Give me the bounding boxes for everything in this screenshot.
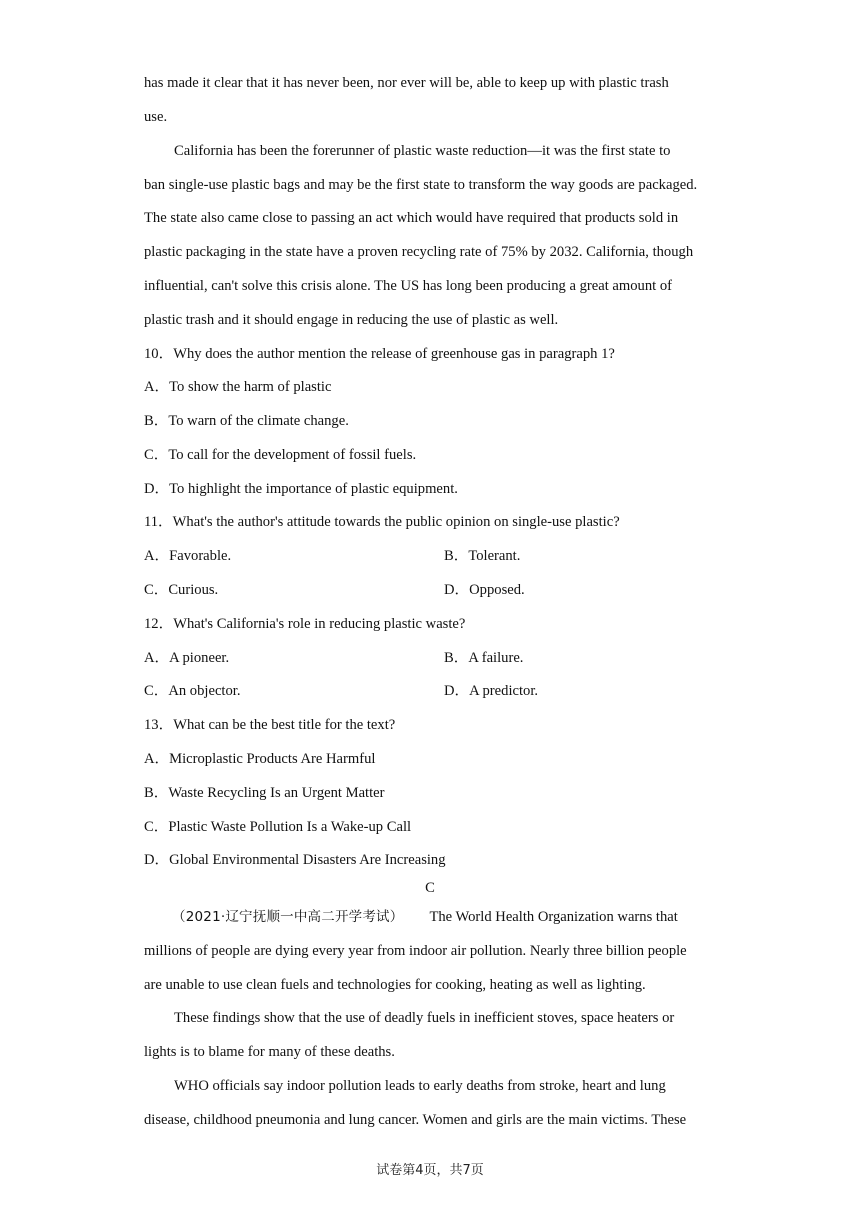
option-11-a: A．Favorable.	[144, 548, 232, 564]
passage-line: millions of people are dying every year from indoor air pollution. Nearly three billion people	[144, 943, 687, 959]
question-stem-10: 10．Why does the author mention the release of greenhouse gas in paragraph 1?	[144, 346, 615, 362]
passage-line: California has been the forerunner of plastic waste reduction—it was the first state to	[174, 143, 671, 159]
option-12-c: C．An objector.	[144, 683, 241, 699]
section-heading: C	[425, 880, 435, 896]
passage-line: disease, childhood pneumonia and lung cancer. Women and girls are the main victims. These	[144, 1112, 687, 1128]
question-stem-11: 11．What's the author's attitude towards the public opinion on single-use plastic?	[144, 514, 620, 530]
passage-line: use.	[144, 109, 168, 125]
option-13-b: B．Waste Recycling Is an Urgent Matter	[144, 785, 385, 801]
passage-line: WHO officials say indoor pollution leads to early deaths from stroke, heart and lung	[174, 1078, 666, 1094]
passage-text: The World Health Organization warns that	[429, 909, 678, 925]
option-11-b: B．Tolerant.	[444, 548, 521, 564]
passage-line: has made it clear that it has never been, nor ever will be, able to keep up with plastic trash	[144, 75, 669, 91]
option-12-a: A．A pioneer.	[144, 650, 230, 666]
page-footer: 试卷第4页，共7页	[376, 1163, 484, 1178]
option-10-a: A．To show the harm of plastic	[144, 379, 332, 395]
passage-line: influential, can't solve this crisis alone. The US has long been producing a great amount of	[144, 278, 673, 294]
option-13-c: C．Plastic Waste Pollution Is a Wake-up Call	[144, 819, 412, 835]
passage-line: lights is to blame for many of these deaths.	[144, 1044, 395, 1060]
passage-line: plastic packaging in the state have a proven recycling rate of 75% by 2032. California, though	[144, 244, 694, 260]
option-12-d: D．A predictor.	[444, 683, 539, 699]
question-stem-12: 12．What's California's role in reducing plastic waste?	[144, 616, 466, 632]
passage-line: plastic trash and it should engage in reducing the use of plastic as well.	[144, 312, 559, 328]
question-stem-13: 13．What can be the best title for the text?	[144, 717, 396, 733]
option-11-d: D．Opposed.	[444, 582, 525, 598]
option-11-c: C．Curious.	[144, 582, 219, 598]
source-note: （2021·辽宁抚顺一中高二开学考试）	[172, 909, 404, 925]
option-10-b: B．To warn of the climate change.	[144, 413, 349, 429]
option-12-b: B．A failure.	[444, 650, 524, 666]
option-10-d: D．To highlight the importance of plastic equipment.	[144, 481, 458, 497]
option-10-c: C．To call for the development of fossil fuels.	[144, 447, 417, 463]
option-13-d: D．Global Environmental Disasters Are Increasing	[144, 852, 446, 868]
passage-line: ban single-use plastic bags and may be the first state to transform the way goods are packaged.	[144, 177, 698, 193]
passage-c-first-line	[172, 907, 752, 927]
passage-line: These findings show that the use of deadly fuels in inefficient stoves, space heaters or	[174, 1010, 675, 1026]
passage-line: The state also came close to passing an act which would have required that products sold in	[144, 210, 679, 226]
option-13-a: A．Microplastic Products Are Harmful	[144, 751, 376, 767]
passage-line: are unable to use clean fuels and technologies for cooking, heating as well as lighting.	[144, 977, 646, 993]
